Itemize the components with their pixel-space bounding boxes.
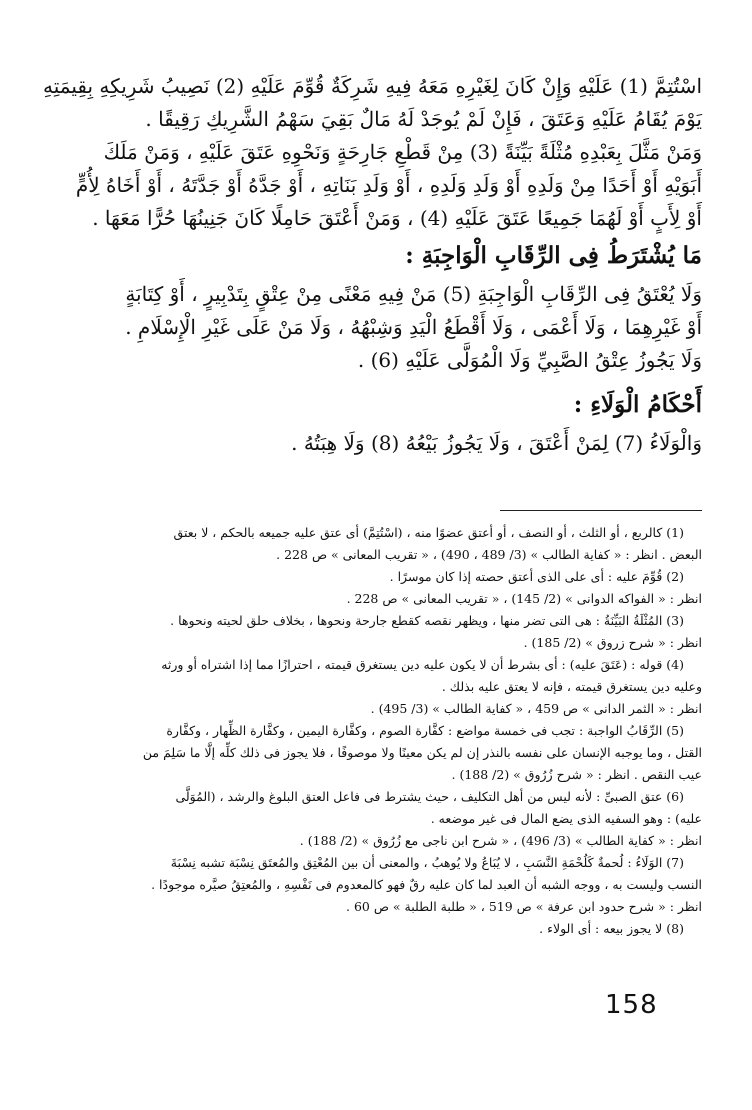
footnote-divider (500, 510, 702, 511)
section-heading-wala: أَحْكَامُ الْوَلَاءِ : (573, 391, 702, 418)
main-text (43, 70, 702, 460)
footnote-line: انظر : « كفاية الطالب » (3/ 496) ، « شرح ابن ناجى مع زُرُوق » (2/ 188) . (299, 833, 702, 848)
main-text-line: وَمَنْ مَثَّلَ بِعَبْدِهِ مُثْلَةً بَيِّنَةً (3) مِنْ قَطْعِ جَارِحَةٍ وَنَحْوِهِ عَتَقَ عَلَيْهِ ، وَمَنْ مَلَكَ (103, 140, 702, 164)
footnotes (80, 522, 702, 940)
footnote-line: (6) عتق الصبىِّ : لأنه ليس من أهل التكليف ، حيث يشترط فى فاعل العتق البلوغ والرشد ، (المُوَلَّى (175, 789, 684, 804)
footnote-line: انظر : « شرح زروق » (2/ 185) . (523, 635, 702, 650)
footnote-line: (8) لا يجوز بيعه : أى الولاء . (539, 921, 684, 936)
page-number: 158 (605, 990, 658, 1020)
main-text-line: أَوْ لِأَبٍ أَوْ لَهُمَا جَمِيعًا عَتَقَ عَلَيْهِ (4) ، وَمَنْ أَعْتَقَ حَامِلًا كَانَ جَنِينُهَا حُرًّا مَعَهَا . (92, 206, 702, 230)
footnote-line: (7) الوَلَاءُ : لُحمةٌ كَلُحْمَةِ النَّسَبِ ، لا يُبَاعُ ولا يُوهبُ ، والمعنى أن بين المُعْتِق والمُعتَق نِسْبَة تشبه نِسْبَةَ (170, 855, 684, 870)
footnote-line: (2) قُوِّمَ عليه : أى على الذى أعتق حصته إذا كان موسرًا . (389, 569, 684, 584)
main-text-line: يَوْمَ يُقَامُ عَلَيْهِ وَعَتَقَ ، فَإِنْ لَمْ يُوجَدْ لَهُ مَالٌ بَقِيَ سَهْمُ الشَّرِيكِ رَقِيقًا . (145, 107, 702, 131)
footnote-line: انظر : « الفواكه الدوانى » (2/ 145) ، « تقريب المعانى » ص 228 . (346, 591, 702, 606)
main-text-line: وَالْوَلَاءُ (7) لِمَنْ أَعْتَقَ ، وَلَا يَجُوزُ بَيْعُهُ (8) وَلَا هِبَتُهُ . (291, 431, 702, 455)
footnote-line: عليه) : وهو السفيه الذى يضع المال فى غير موضعه . (430, 811, 702, 826)
main-text-line: اسْتُتِمَّ (1) عَلَيْهِ وَإِنْ كَانَ لِغَيْرِهِ مَعَهُ فِيهِ شَرِكَةٌ قُوِّمَ عَلَيْهِ (2) نَصِيبُ شَرِيكِهِ بِقِيمَتِهِ (43, 74, 702, 98)
section-heading-conditions: مَا يُشْتَرَطُ فِى الرِّقَابِ الْوَاجِبَةِ : (405, 242, 702, 269)
main-text-line: وَلَا يَجُوزُ عِتْقُ الصَّبِيِّ وَلَا الْمُوَلَّى عَلَيْهِ (6) . (357, 348, 702, 372)
main-text-line: أَبَوَيْهِ أَوْ أَحَدًا مِنْ وَلَدِهِ أَوْ وَلَدِ وَلَدِهِ ، أَوْ وَلَدِ بَنَاتِهِ ، أَوْ جَدَّهُ أَوْ جَدَّتَهُ ، أَوْ أَخَاهُ لِأُمٍّ (75, 173, 702, 197)
footnote-line: انظر : « الثمر الدانى » ص 459 ، « كفاية الطالب » (3/ 495) . (370, 701, 702, 716)
main-text-line: وَلَا يُعْتَقُ فِى الرِّقَابِ الْوَاجِبَةِ (5) مَنْ فِيهِ مَعْنًى مِنْ عِتْقٍ بِتَدْبِيرٍ ، أَوْ كِتَابَةٍ (125, 282, 702, 306)
footnote-line: عيب النقص . انظر : « شرح زُرُوق » (2/ 188) . (451, 767, 702, 782)
footnote-line: انظر : « شرح حدود ابن عرفة » ص 519 ، « طلبة الطلبة » ص 60 . (345, 899, 702, 914)
footnote-line: النسب وليست به ، ووجه الشبه أن العبد لما كان عليه رقٌ فهو كالمعدوم فى نَفْسِهِ ، والمُعتِقُ صيَّره موجودًا . (151, 877, 702, 892)
footnote-line: القتل ، وما يوجبه الإنسان على نفسه بالنذر إن لم يكن معينًا ولا موصوفًا ، فلا يجوز فى ذلك كلِّه إلَّا ما سَلِمَ من (142, 745, 702, 760)
footnote-line: (5) الرِّقَابُ الواجبة : تجب فى خمسة مواضع : كفَّارة الصوم ، وكفَّارة اليمين ، وكفَّارة الظِّهار ، وكفَّارة (166, 723, 684, 738)
footnote-line: البعض . انظر : « كفاية الطالب » (3/ 489 ، 490) ، « تقريب المعانى » ص 228 . (276, 547, 702, 562)
footnote-line: (4) قوله : (عَتَقَ عليه) : أى بشرط أن لا يكون عليه دين يستغرق قيمته ، احترازًا مما إذا اشتراه أو ورثه (161, 657, 684, 672)
footnote-line: (3) المُثْلَةُ البَيِّنَةُ : هى التى تضر منها ، ويظهر نقصه كقطع جارحة ونحوها ، بخلاف حلق لحيته ونحوها . (170, 613, 684, 628)
main-text-line: أَوْ غَيْرِهِمَا ، وَلَا أَعْمَى ، وَلَا أَقْطَعُ الْيَدِ وَشِبْهُهُ ، وَلَا مَنْ عَلَى غَيْرِ الْإِسْلَامِ . (125, 315, 702, 339)
footnote-line: (1) كالربع ، أو الثلث ، أو النصف ، أو أعتق عضوًا منه ، (اسْتُتِمَّ) أى عتق عليه جميعه بالحكم ، لا بعتق (173, 525, 684, 540)
footnote-line: وعليه دين يستغرق قيمته ، فإنه لا يعتق عليه بذلك . (441, 679, 702, 694)
